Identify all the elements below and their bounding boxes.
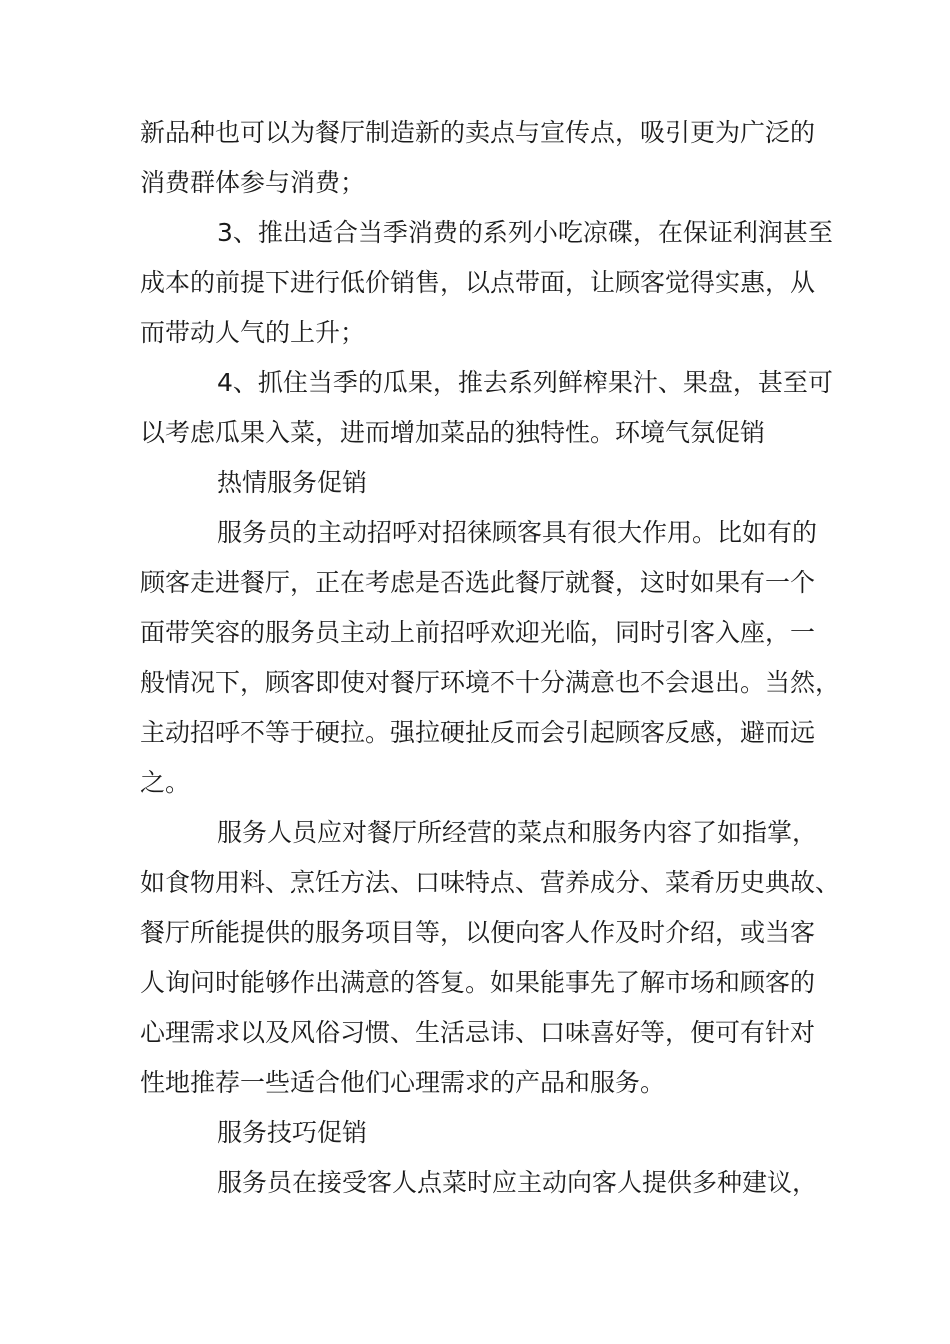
paragraph-start-line: 4、抓住当季的瓜果，推去系列鲜榨果汁、果盘，甚至可 bbox=[217, 368, 833, 397]
paragraph-start-line: 服务人员应对餐厅所经营的菜点和服务内容了如指掌， bbox=[217, 818, 818, 847]
text-line: 心理需求以及风俗习惯、生活忌讳、口味喜好等，便可有针对 bbox=[140, 1018, 816, 1047]
text-line: 主动招呼不等于硬拉。强拉硬扯反而会引起顾客反感，避而远 bbox=[140, 718, 816, 747]
text-line: 人询问时能够作出满意的答复。如果能事先了解市场和顾客的 bbox=[140, 968, 816, 997]
text-line: 面带笑容的服务员主动上前招呼欢迎光临，同时引客入座，一 bbox=[140, 618, 816, 647]
paragraph-start-line: 3、推出适合当季消费的系列小吃凉碟，在保证利润甚至 bbox=[217, 218, 833, 247]
text-line: 如食物用料、烹饪方法、口味特点、营养成分、菜肴历史典故、 bbox=[140, 868, 841, 897]
section-heading: 服务技巧促销 bbox=[217, 1118, 368, 1147]
paragraph-start-line: 服务员的主动招呼对招徕顾客具有很大作用。比如有的 bbox=[217, 518, 818, 547]
text-line: 而带动人气的上升； bbox=[140, 318, 366, 347]
text-line: 餐厅所能提供的服务项目等，以便向客人作及时介绍，或当客 bbox=[140, 918, 816, 947]
text-line: 成本的前提下进行低价销售，以点带面，让顾客觉得实惠，从 bbox=[140, 268, 816, 297]
text-line: 性地推荐一些适合他们心理需求的产品和服务。 bbox=[140, 1068, 666, 1097]
text-line: 消费群体参与消费； bbox=[140, 168, 366, 197]
text-line: 般情况下，顾客即使对餐厅环境不十分满意也不会退出。当然， bbox=[140, 668, 841, 697]
text-line: 新品种也可以为餐厅制造新的卖点与宣传点，吸引更为广泛的 bbox=[140, 118, 816, 147]
section-heading: 热情服务促销 bbox=[217, 468, 368, 497]
text-line: 以考虑瓜果入菜，进而增加菜品的独特性。环境气氛促销 bbox=[140, 418, 766, 447]
text-line: 之。 bbox=[140, 768, 191, 797]
text-line: 顾客走进餐厅，正在考虑是否选此餐厅就餐，这时如果有一个 bbox=[140, 568, 816, 597]
paragraph-start-line: 服务员在接受客人点菜时应主动向客人提供多种建议， bbox=[217, 1168, 818, 1197]
